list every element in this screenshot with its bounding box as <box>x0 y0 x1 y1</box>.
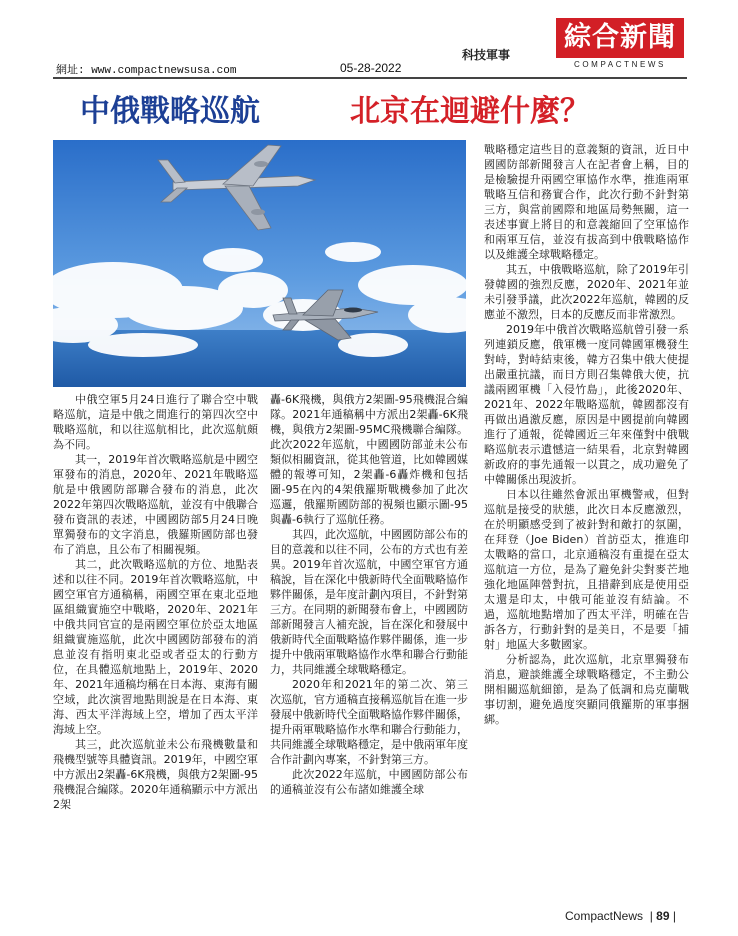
footer-brand: CompactNews <box>565 909 644 923</box>
article-column-1 <box>53 392 258 812</box>
page-footer: CompactNews | 89 | <box>565 909 676 923</box>
headline-right: 北京在迴避什麼？ <box>350 94 590 129</box>
paragraph: 其五，中俄戰略巡航，除了2019年引發韓國的強烈反應，2020年、2021年並未引發爭議，此次2022年巡航，韓國的反應並不激烈，日本的反應反而非常激烈。 <box>484 263 689 321</box>
masthead-subtitle: COMPACTNEWS <box>573 60 666 69</box>
headline <box>80 86 590 130</box>
section-label: 科技軍事 <box>462 48 511 62</box>
jets-photo <box>53 140 466 387</box>
paragraph: 其一，2019年首次戰略巡航是中國空軍發布的消息，2020年、2021年戰略巡航是中俄國防部聯合發布的消息，此次2022年第四次戰略巡航，並沒有中俄聯合發布資訊的表述，中國國防部5月24日晚單獨發布的文字消息，俄羅斯國防部也發布了消息，且公布了相關視頻。 <box>53 453 258 556</box>
paragraph: 此次2022年巡航，中國國防部公布的通稿並沒有公布諸如維護全球 <box>270 768 468 796</box>
masthead <box>556 18 684 69</box>
jets-photo-illustration <box>53 140 466 387</box>
issue-date: 05-28-2022 <box>340 61 402 75</box>
paragraph: 日本以往雖然會派出軍機警戒，但對巡航是接受的狀態，此次日本反應激烈，在於明顯感受到了被針對和敵打的氛圍，在拜登（Joe Biden）首訪亞太，推進印太戰略的當口，北京通稿沒有重提在亞太巡航這一方位，是為了避免針尖對麥芒地強化地區陣營對抗，且措辭到底是使用亞太還是印太，中俄可能並沒有結論。不過，巡航地點增加了西太平洋，明確在告訴各方，行動針對的是美日，不是要「捕射」地區大多數國家。 <box>484 488 689 651</box>
paragraph: 分析認為，此次巡航，北京單獨發布消息，避談維護全球戰略穩定，不主動公開相關巡航細節，是為了低調和烏克蘭戰事切割，避免過度突顯同俄羅斯的軍事捆綁。 <box>484 653 689 726</box>
website-url: 網址: www.compactnewsusa.com <box>56 65 237 77</box>
article-column-2 <box>270 392 468 797</box>
article-column-3 <box>484 142 689 727</box>
header-rule <box>53 77 687 79</box>
paragraph: 2020年和2021年的第二次、第三次巡航，官方通稿直接稱巡航旨在進一步發展中俄新時代全面戰略協作夥伴關係，提升兩軍戰略協作水準和聯合行動能力，共同維護全球戰略穩定，是中俄兩軍年度合作計劃內專案，不針對第三方。 <box>270 678 468 766</box>
masthead-title: 綜合新聞 <box>556 18 684 58</box>
paragraph: 其二，此次戰略巡航的方位、地點表述和以往不同。2019年首次戰略巡航，中國空軍官方通稿稱，兩國空軍在東北亞地區組織實施空中戰略，2020年、2021年中俄共同官宣的是兩國空軍位於亞太地區組織實施巡航，此次中國國防部發布的消息並沒有指明東北亞或者亞太的行動方位，在具體巡航地點上，2019年、2020年、2021年通稿均稱在日本海、東海有關空域，此次演習地點則說是在日本海、東海、西太平洋海域上空，增加了西太平洋海域上空。 <box>53 558 258 736</box>
paragraph: 其三，此次巡航並未公布飛機數量和飛機型號等具體資訊。2019年，中國空軍中方派出2架轟-6K飛機，與俄方2架圖-95飛機混合編隊。2020年通稿顯示中方派出2架 <box>53 738 258 811</box>
paragraph: 轟-6K飛機，與俄方2架圖-95飛機混合編隊。2021年通稿稱中方派出2架轟-6K飛機，與俄方2架圖-95MC飛機聯合編隊。此次2022年巡航，中國國防部並未公布類似相關資訊，從其他管道，比如韓國媒體的報導可知，2架轟-6轟炸機和包括圖-95在內的4架俄羅斯戰機參加了此次巡邏，俄羅斯國防部的視頻也顯示圖-95與轟-6執行了巡航任務。 <box>270 393 468 526</box>
paragraph: 2019年中俄首次戰略巡航曾引發一系列連鎖反應，俄軍機一度同韓國軍機發生對峙，對峙結束後，韓方召集中俄大使提出嚴重抗議，而日方則召集韓俄大使，抗議兩國軍機「入侵竹島」，此後2020年、2021年、2022年戰略巡航，韓國都沒有再做出過激反應，原因是中國提前向韓國進行了通報，從韓國近三年來僅對中俄戰略巡航表示遺憾這一結果看，北京對韓國新政府的事先通報一以貫之，成功避免了中韓關係出現波折。 <box>484 323 689 486</box>
page-number: 89 <box>656 909 670 923</box>
paragraph: 其四，此次巡航，中國國防部公布的目的意義和以往不同，公布的方式也有差異。2019年首次巡航，中國空軍官方通稿說，旨在深化中俄新時代全面戰略協作夥伴關係，是年度計劃內項目，不針對第三方。在同期的新聞發布會上，中國國防部新聞發言人補充說，旨在深化和發展中俄新時代全面戰略協作夥伴關係，進一步提升中俄兩軍戰略協作水準和聯合行動能力，共同維護全球戰略穩定。 <box>270 528 468 676</box>
headline-left: 中俄戰略巡航 <box>80 94 260 129</box>
paragraph: 中俄空軍5月24日進行了聯合空中戰略巡航，這是中俄之間進行的第四次空中戰略巡航，和以往巡航相比，此次巡航頗為不同。 <box>53 393 258 451</box>
paragraph: 戰略穩定這些目的意義類的資訊，近日中國國防部新聞發言人在記者會上稱，目的是檢驗提升兩國空軍協作水準，推進兩軍戰略互信和務實合作，此次行動不針對第三方，與當前國際和地區局勢無關，這一表述事實上將目的和意義縮回了空軍協作和兩軍互信，並沒有拔高到中俄戰略協作以及維護全球戰略穩定。 <box>484 143 689 261</box>
